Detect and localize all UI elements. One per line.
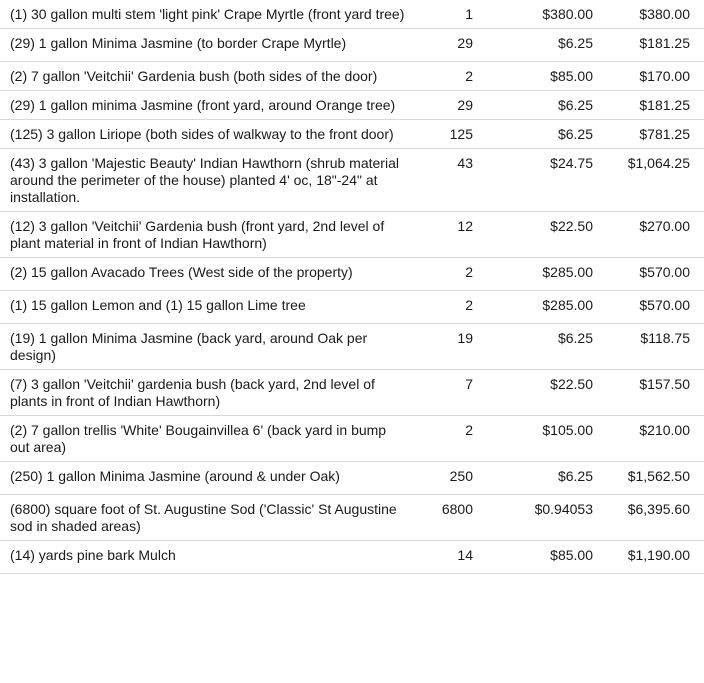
table-row [0,212,704,258]
item-rate: $85.00 [550,547,593,563]
item-amount-cell [593,0,704,29]
item-quantity: 19 [457,330,473,346]
item-quantity: 43 [457,155,473,171]
item-rate: $6.25 [557,97,593,113]
item-rate: $6.25 [557,35,593,51]
item-rate-cell [473,0,593,29]
item-quantity: 250 [449,468,473,484]
item-rate: $22.50 [550,376,593,392]
item-amount: $6,395.60 [627,501,690,517]
table-row [0,0,704,29]
item-quantity: 14 [457,547,473,563]
item-rate-cell [473,91,593,120]
item-quantity-cell [414,370,473,416]
item-amount: $270.00 [639,218,690,234]
item-amount-cell [593,149,704,212]
item-rate-cell [473,291,593,324]
item-amount-cell [593,495,704,541]
item-description-cell [0,212,414,258]
item-rate: $22.50 [550,218,593,234]
item-description-cell [0,258,414,291]
item-amount-cell [593,324,704,370]
item-quantity: 2 [465,264,473,280]
item-amount-cell [593,462,704,495]
item-description: (14) yards pine bark Mulch [10,547,176,563]
item-description: (1) 15 gallon Lemon and (1) 15 gallon Lime tree [10,297,306,313]
item-quantity: 2 [465,422,473,438]
item-quantity-cell [414,149,473,212]
item-amount: $1,064.25 [627,155,690,171]
item-rate-cell [473,258,593,291]
item-rate-cell [473,212,593,258]
item-amount-cell [593,541,704,574]
item-quantity-cell [414,258,473,291]
item-rate-cell [473,416,593,462]
item-rate: $85.00 [550,68,593,84]
item-rate: $24.75 [550,155,593,171]
item-amount: $181.25 [639,97,690,113]
item-rate-cell [473,370,593,416]
item-quantity-cell [414,120,473,149]
item-quantity-cell [414,495,473,541]
item-description: (125) 3 gallon Liriope (both sides of walkway to the front door) [10,126,394,142]
item-amount: $170.00 [639,68,690,84]
item-quantity-cell [414,91,473,120]
item-description: (2) 7 gallon trellis 'White' Bougainvillea 6' (back yard in bump out area) [10,422,387,455]
item-rate: $285.00 [542,297,593,313]
item-description-cell [0,462,414,495]
item-amount: $1,190.00 [627,547,690,563]
item-description-cell [0,416,414,462]
item-rate-cell [473,149,593,212]
table-row [0,416,704,462]
item-description: (43) 3 gallon 'Majestic Beauty' Indian Hawthorn (shrub material around the perimeter of the house) planted 4' oc, 18"-24" at installation. [10,155,399,205]
item-description: (19) 1 gallon Minima Jasmine (back yard, around Oak per design) [10,330,368,363]
item-quantity-cell [414,541,473,574]
item-description-cell [0,120,414,149]
item-quantity-cell [414,212,473,258]
item-description: (2) 15 gallon Avacado Trees (West side of the property) [10,264,353,280]
table-row [0,120,704,149]
item-amount: $781.25 [639,126,690,142]
item-quantity-cell [414,62,473,91]
item-amount-cell [593,91,704,120]
item-rate-cell [473,120,593,149]
item-amount: $181.25 [639,35,690,51]
item-amount: $570.00 [639,264,690,280]
item-quantity: 29 [457,35,473,51]
item-description: (29) 1 gallon minima Jasmine (front yard, around Orange tree) [10,97,396,113]
table-row [0,149,704,212]
item-quantity: 125 [449,126,473,142]
item-rate: $6.25 [557,468,593,484]
table-row [0,324,704,370]
table-row [0,91,704,120]
item-description: (2) 7 gallon 'Veitchii' Gardenia bush (both sides of the door) [10,68,378,84]
item-amount-cell [593,62,704,91]
item-rate-cell [473,495,593,541]
item-description: (1) 30 gallon multi stem 'light pink' Crape Myrtle (front yard tree) [10,6,405,22]
item-amount-cell [593,370,704,416]
item-description-cell [0,0,414,29]
item-quantity-cell [414,416,473,462]
item-rate-cell [473,29,593,62]
item-amount: $210.00 [639,422,690,438]
item-description-cell [0,91,414,120]
item-description: (29) 1 gallon Minima Jasmine (to border Crape Myrtle) [10,35,347,51]
table-row [0,291,704,324]
item-amount: $570.00 [639,297,690,313]
item-quantity: 7 [465,376,473,392]
item-description: (250) 1 gallon Minima Jasmine (around & under Oak) [10,468,340,484]
item-quantity-cell [414,29,473,62]
table-row [0,370,704,416]
table-row [0,495,704,541]
item-amount-cell [593,120,704,149]
item-description-cell [0,62,414,91]
item-description-cell [0,541,414,574]
item-rate: $285.00 [542,264,593,280]
item-quantity-cell [414,291,473,324]
item-amount-cell [593,212,704,258]
item-amount-cell [593,291,704,324]
item-rate: $6.25 [557,330,593,346]
item-amount-cell [593,29,704,62]
item-rate-cell [473,62,593,91]
item-quantity: 12 [457,218,473,234]
item-rate: $380.00 [542,6,593,22]
item-rate-cell [473,462,593,495]
item-rate: $6.25 [557,126,593,142]
item-description-cell [0,291,414,324]
table-row [0,541,704,574]
item-rate-cell [473,541,593,574]
item-description-cell [0,495,414,541]
item-description-cell [0,324,414,370]
item-amount-cell [593,258,704,291]
item-quantity: 29 [457,97,473,113]
table-row [0,29,704,62]
item-rate: $105.00 [542,422,593,438]
item-description-cell [0,149,414,212]
item-quantity-cell [414,0,473,29]
item-description: (6800) square foot of St. Augustine Sod ('Classic' St Augustine sod in shaded areas) [10,501,397,534]
table-row [0,258,704,291]
item-quantity: 2 [465,297,473,313]
item-quantity: 2 [465,68,473,84]
item-amount: $118.75 [640,330,690,346]
table-row [0,62,704,91]
item-description: (7) 3 gallon 'Veitchii' gardenia bush (back yard, 2nd level of plants in front of Indian Hawthorn) [10,376,375,409]
item-amount: $157.50 [639,376,690,392]
item-quantity-cell [414,462,473,495]
item-rate-cell [473,324,593,370]
item-amount: $1,562.50 [627,468,690,484]
item-description-cell [0,370,414,416]
item-quantity-cell [414,324,473,370]
item-amount-cell [593,416,704,462]
item-rate: $0.94053 [534,501,593,517]
item-quantity: 1 [465,6,473,22]
item-description: (12) 3 gallon 'Veitchii' Gardenia bush (front yard, 2nd level of plant material in front of Indian Hawthorn) [10,218,385,251]
item-amount: $380.00 [639,6,690,22]
table-row [0,462,704,495]
item-quantity: 6800 [441,501,473,517]
item-description-cell [0,29,414,62]
